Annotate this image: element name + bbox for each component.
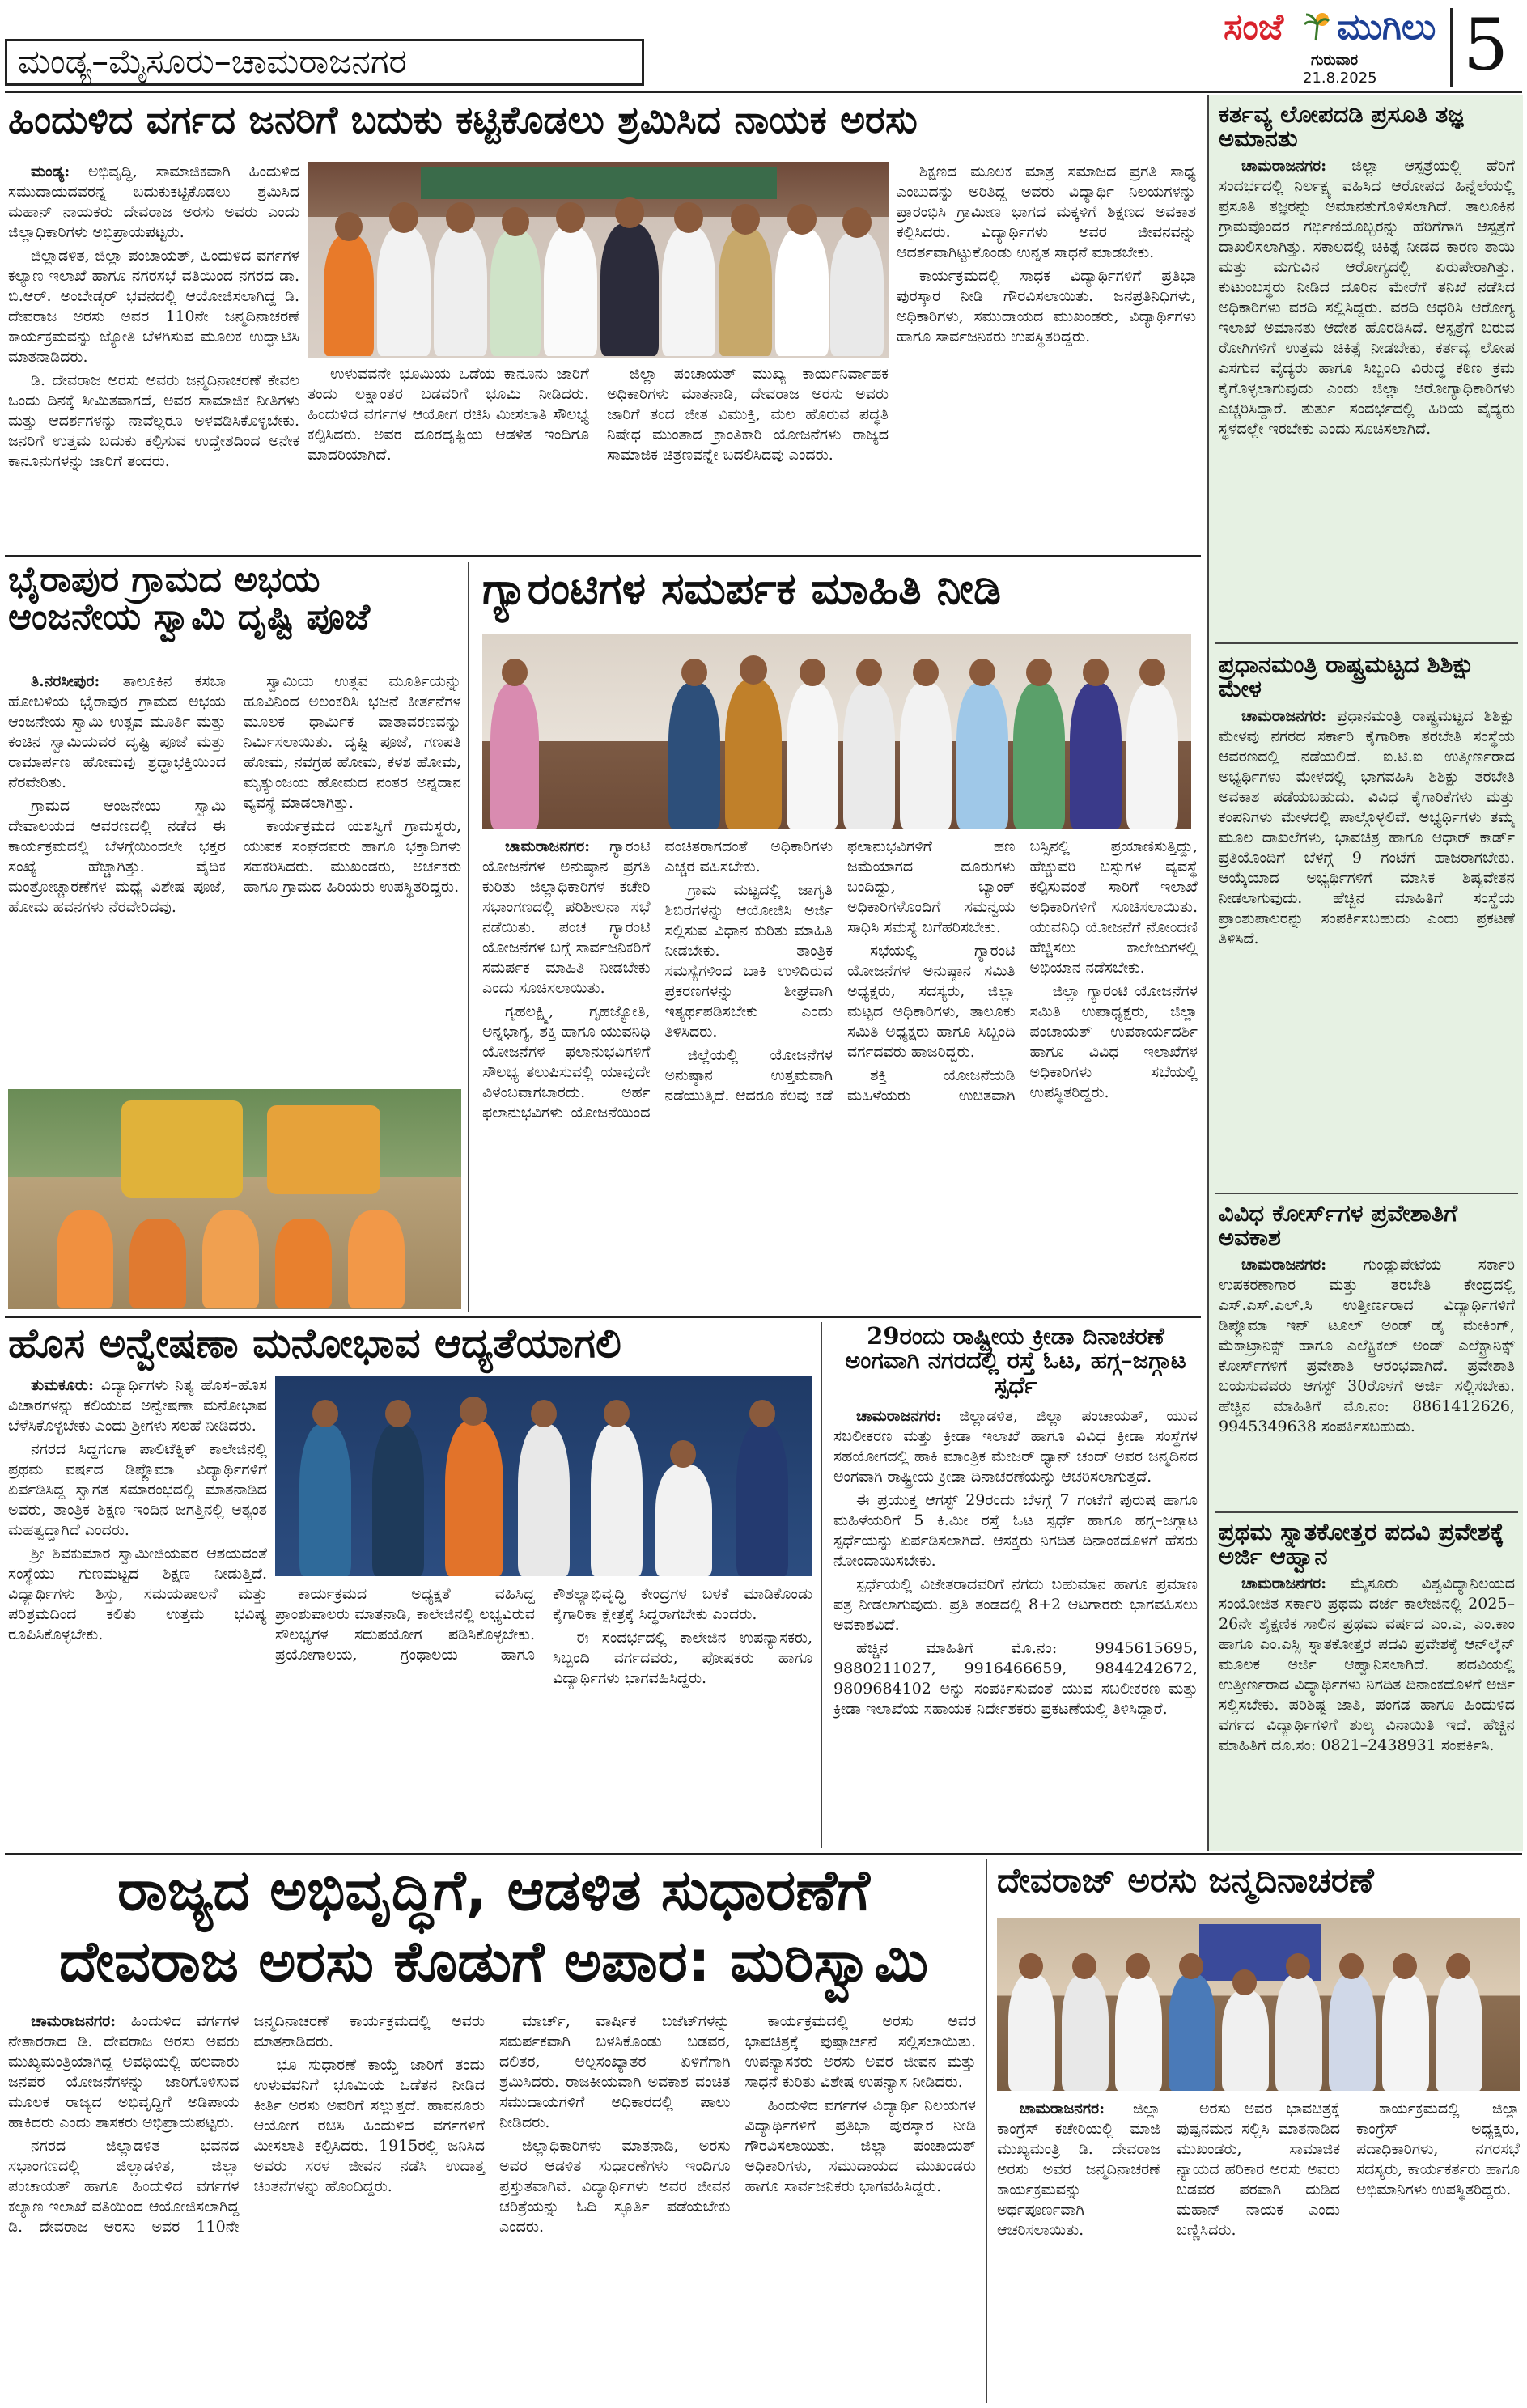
- story4-para: ನಗರದ ಸಿದ್ದಗಂಗಾ ಪಾಲಿಟೆಕ್ನಿಕ್ ಕಾಲೇಜಿನಲ್ಲಿ ಪ್ರಥಮ ವರ್ಷದ ಡಿಪ್ಲೊಮಾ ವಿದ್ಯಾರ್ಥಿಗಳಿಗೆ ಏರ್ಪಡಿಸಿದ್ದ ಸ್ವಾಗತ ಸಮಾರಂಭದಲ್ಲಿ ಮಾತನಾಡಿದ ಅವರು, ತಾಂತ್ರಿಕ ಶಿಕ್ಷಣ ಇಂದಿನ ಜಗತ್ತಿನಲ್ಲಿ ಅತ್ಯಂತ ಮಹತ್ವದ್ದಾಗಿದೆ ಎಂದರು.: [8, 1440, 267, 1539]
- story7-para: ಅರಸು ಅವರ ಭಾವಚಿತ್ರಕ್ಕೆ ಪುಷ್ಪನಮನ ಸಲ್ಲಿಸಿ ಮಾತನಾಡಿದ ಮುಖಂಡರು, ಸಾಮಾಜಿಕ ನ್ಯಾಯದ ಹರಿಕಾರ ಅರಸು ಅವರು ಬಡವರ ಪರವಾಗಿ ದುಡಿದ ಮಹಾನ್ ನಾಯಕ ಎಂದು ಬಣ್ಣಿಸಿದರು.: [1177, 2100, 1340, 2239]
- story4-headline: ಹೊಸ ಅನ್ವೇಷಣಾ ಮನೋಭಾವ ಆದ್ಯತೆಯಾಗಲಿ: [8, 1320, 621, 1367]
- story5-body: [833, 1406, 1198, 1845]
- sidebar-item-headline: ವಿವಿಧ ಕೋರ್ಸ್‌ಗಳ ಪ್ರವೇಶಾತಿಗೆ ಅವಕಾಶ: [1219, 1199, 1457, 1252]
- story4-para: ಈ ಸಂದರ್ಭದಲ್ಲಿ ಕಾಲೇಜಿನ ಉಪನ್ಯಾಸಕರು, ಸಿಬ್ಬಂದಿ ವರ್ಗದವರು, ಪೋಷಕರು ಹಾಗೂ ವಿದ್ಯಾರ್ಥಿಗಳು ಭಾಗವಹಿಸಿದ್ದರು.: [553, 1629, 812, 1687]
- story1-photo: [308, 162, 889, 358]
- story1-para: ಅಭಿವೃದ್ಧಿ, ಸಾಮಾಜಿಕವಾಗಿ ಹಿಂದುಳಿದ ಸಮುದಾಯದವರನ್ನ ಬದುಕುಕಟ್ಟಿಕೊಡಲು ಶ್ರಮಿಸಿದ ಮಹಾನ್ ನಾಯಕರು ದೇವರಾಜ ಅರಸು ಅವರು ಎಂದು ಜಿಲ್ಲಾಧಿಕಾರಿಗಳು ಅಭಿಪ್ರಾಯಪಟ್ಟರು.: [8, 163, 299, 241]
- sidebar-item-body: [1219, 1574, 1515, 1836]
- sidebar-item: [1219, 1201, 1515, 1505]
- story5-headline: 29ರಂದು ರಾಷ್ಟ್ರೀಯ ಕ್ರೀಡಾ ದಿನಾಚರಣೆ ಅಂಗವಾಗಿ ನಗರದಲ್ಲಿ ರಸ್ತೆ ಓಟ, ಹಗ್ಗ–ಜಗ್ಗಾಟ ಸ್ಪರ್ಧೆ: [845, 1322, 1186, 1399]
- story4-para: ಕಾರ್ಯಕ್ರಮದ ಅಧ್ಯಕ್ಷತೆ ವಹಿಸಿದ್ದ ಪ್ರಾಂಶುಪಾಲರು ಮಾತನಾಡಿ, ಕಾಲೇಜಿನಲ್ಲಿ ಲಭ್ಯವಿರುವ ಸೌಲಭ್ಯಗಳ ಸದುಪಯೋಗ ಪಡಿಸಿಕೊಳ್ಳಬೇಕು. ಪ್ರಯೋಗಾಲಯ, ಗ್ರಂಥಾಲಯ ಹಾಗೂ ಕೌಶಲ್ಯಾಭಿವೃದ್ಧಿ ಕೇಂದ್ರಗಳ ಬಳಕೆ ಮಾಡಿಕೊಂಡು ಕೈಗಾರಿಕಾ ಕ್ಷೇತ್ರಕ್ಕೆ ಸಿದ್ಧರಾಗಬೇಕು ಎಂದರು.: [275, 1585, 812, 1664]
- story5-para: ಈ ಪ್ರಯುಕ್ತ ಆಗಸ್ಟ್ 29ರಂದು ಬೆಳಗ್ಗೆ 7 ಗಂಟೆಗೆ ಪುರುಷ ಹಾಗೂ ಮಹಿಳೆಯರಿಗೆ 5 ಕಿ.ಮೀ ರಸ್ತೆ ಓಟ ಸ್ಪರ್ಧೆ ಹಾಗೂ ಹಗ್ಗ–ಜಗ್ಗಾಟ ಸ್ಪರ್ಧೆಯನ್ನು ಏರ್ಪಡಿಸಲಾಗಿದೆ. ಆಸಕ್ತರು ನಿಗದಿತ ದಿನಾಂಕದೊಳಗೆ ಹೆಸರು ನೋಂದಾಯಿಸಬೇಕು.: [833, 1491, 1198, 1570]
- story3-para: ಜಿಲ್ಲಾ ಗ್ಯಾರಂಟಿ ಯೋಜನೆಗಳ ಸಮಿತಿ ಉಪಾಧ್ಯಕ್ಷರು, ಜಿಲ್ಲಾ ಪಂಚಾಯತ್ ಉಪಕಾರ್ಯದರ್ಶಿ ಹಾಗೂ ವಿವಿಧ ಇಲಾಖೆಗಳ ಅಧಿಕಾರಿಗಳು ಸಭೆಯಲ್ಲಿ ಉಪಸ್ಥಿತರಿದ್ದರು.: [1029, 982, 1198, 1101]
- rule: [5, 555, 1201, 557]
- story5-para: ಸ್ಪರ್ಧೆಯಲ್ಲಿ ವಿಜೇತರಾದವರಿಗೆ ನಗದು ಬಹುಮಾನ ಹಾಗೂ ಪ್ರಮಾಣ ಪತ್ರ ನೀಡಲಾಗುವುದು. ಪ್ರತಿ ತಂಡದಲ್ಲಿ 8+2 ಆಟಗಾರರು ಭಾಗವಹಿಸಲು ಅವಕಾಶವಿದೆ.: [833, 1575, 1198, 1634]
- sidebar-item: [1219, 1520, 1515, 1846]
- sidebar-item-headline: ಕರ್ತವ್ಯ ಲೋಪದಡಿ ಪ್ರಸೂತಿ ತಜ್ಞ ಅಮಾನತು: [1219, 100, 1464, 153]
- sidebar-item-text: ಮೈಸೂರು ವಿಶ್ವವಿದ್ಯಾನಿಲಯದ ಸಂಯೋಜಿತ ಸರ್ಕಾರಿ ಪ್ರಥಮ ದರ್ಜೆ ಕಾಲೇಜಿನಲ್ಲಿ 2025–26ನೇ ಶೈಕ್ಷಣಿಕ ಸಾಲಿನ ಪ್ರಥಮ ವರ್ಷದ ಎಂ.ಎ, ಎಂ.ಕಾಂ ಹಾಗೂ ಎಂ.ಎಸ್ಸಿ ಸ್ನಾತಕೋತ್ತರ ಪದವಿ ಪ್ರವೇಶಕ್ಕೆ ಆನ್‌ಲೈನ್ ಮೂಲಕ ಅರ್ಜಿ ಆಹ್ವಾನಿಸಲಾಗಿದೆ. ಪದವಿಯಲ್ಲಿ ಉತ್ತೀರ್ಣರಾದ ವಿದ್ಯಾರ್ಥಿಗಳು ನಿಗದಿತ ದಿನಾಂಕದೊಳಗೆ ಅರ್ಜಿ ಸಲ್ಲಿಸಬೇಕು. ಪರಿಶಿಷ್ಟ ಜಾತಿ, ಪಂಗಡ ಹಾಗೂ ಹಿಂದುಳಿದ ವರ್ಗದ ವಿದ್ಯಾರ್ಥಿಗಳಿಗೆ ಶುಲ್ಕ ವಿನಾಯಿತಿ ಇದೆ. ಹೆಚ್ಚಿನ ಮಾಹಿತಿಗೆ ದೂ.ಸಂ: 0821–2438931 ಸಂಪರ್ಕಿಸಿ.: [1219, 1574, 1515, 1754]
- story3-para: ಜಿಲ್ಲೆಯಲ್ಲಿ ಯೋಜನೆಗಳ ಅನುಷ್ಠಾನ ಉತ್ತಮವಾಗಿ ನಡೆಯುತ್ತಿದೆ. ಆದರೂ ಕೆಲವು ಕಡೆ ಫಲಾನುಭವಿಗಳಿಗೆ ಹಣ ಜಮೆಯಾಗದ ದೂರುಗಳು ಬಂದಿದ್ದು, ಬ್ಯಾಂಕ್ ಅಧಿಕಾರಿಗಳೊಂದಿಗೆ ಸಮನ್ವಯ ಸಾಧಿಸಿ ಸಮಸ್ಯೆ ಬಗೆಹರಿಸಬೇಕು.: [664, 837, 1016, 1104]
- sidebar-item: [1219, 102, 1515, 636]
- sidebar-item-text: ಪ್ರಧಾನಮಂತ್ರಿ ರಾಷ್ಟ್ರಮಟ್ಟದ ಶಿಶಿಕ್ಷು ಮೇಳವು ನಗರದ ಸರ್ಕಾರಿ ಕೈಗಾರಿಕಾ ತರಬೇತಿ ಸಂಸ್ಥೆಯ ಆವರಣದಲ್ಲಿ ನಡೆಯಲಿದೆ. ಐ.ಟಿ.ಐ ಉತ್ತೀರ್ಣರಾದ ಅಭ್ಯರ್ಥಿಗಳು ಮೇಳದಲ್ಲಿ ಭಾಗವಹಿಸಿ ಶಿಶಿಕ್ಷು ತರಬೇತಿ ಅವಕಾಶ ಪಡೆಯಬಹುದು. ವಿವಿಧ ಕೈಗಾರಿಕೆಗಳು ಮತ್ತು ಕಂಪನಿಗಳು ಮೇಳದಲ್ಲಿ ಪಾಲ್ಗೊಳ್ಳಲಿವೆ. ಅಭ್ಯರ್ಥಿಗಳು ತಮ್ಮ ಮೂಲ ದಾಖಲೆಗಳು, ಭಾವಚಿತ್ರ ಹಾಗೂ ಆಧಾರ್ ಕಾರ್ಡ್ ಪ್ರತಿಯೊಂದಿಗೆ ಬೆಳಗ್ಗೆ 9 ಗಂಟೆಗೆ ಹಾಜರಾಗಬೇಕು. ಆಯ್ಕೆಯಾದ ಅಭ್ಯರ್ಥಿಗಳಿಗೆ ಮಾಸಿಕ ಶಿಷ್ಯವೇತನ ನೀಡಲಾಗುವುದು. ಹೆಚ್ಚಿನ ಮಾಹಿತಿಗೆ ಸಂಸ್ಥೆಯ ಪ್ರಾಂಶುಪಾಲರನ್ನು ಸಂಪರ್ಕಿಸಬಹುದು ಎಂದು ಪ್ರಕಟಣೆ ತಿಳಿಸಿದೆ.: [1219, 706, 1515, 948]
- story3-dateline: ಚಾಮರಾಜನಗರ:: [505, 837, 591, 855]
- story7-headline: ದೇವರಾಜ್ ಅರಸು ಜನ್ಮದಿನಾಚರಣೆ: [997, 1860, 1374, 1900]
- story2-para: ಗ್ರಾಮದ ಆಂಜನೇಯ ಸ್ವಾಮಿ ದೇವಾಲಯದ ಆವರಣದಲ್ಲಿ ನಡೆದ ಈ ಕಾರ್ಯಕ್ರಮದಲ್ಲಿ ಬೆಳಗ್ಗೆಯಿಂದಲೇ ಭಕ್ತರ ಸಂಖ್ಯೆ ಹೆಚ್ಚಾಗಿತ್ತು. ವೈದಿಕ ಮಂತ್ರೋಚ್ಚಾರಣೆಗಳ ಮಧ್ಯೆ ವಿಶೇಷ ಪೂಜೆ, ಹೋಮ ಹವನಗಳು ನೆರವೇರಿದವು.: [8, 797, 226, 916]
- issue-date: 21.8.2025: [1303, 70, 1377, 87]
- palm-icon: [1303, 10, 1332, 42]
- sidebar-item-text: ಗುಂಡ್ಲುಪೇಟೆಯ ಸರ್ಕಾರಿ ಉಪಕರಣಾಗಾರ ಮತ್ತು ತರಬೇತಿ ಕೇಂದ್ರದಲ್ಲಿ ಎಸ್.ಎಸ್.ಎಲ್.ಸಿ ಉತ್ತೀರ್ಣರಾದ ವಿದ್ಯಾರ್ಥಿಗಳಿಗೆ ಡಿಪ್ಲೊಮಾ ಇನ್ ಟೂಲ್ ಅಂಡ್ ಡೈ ಮೇಕಿಂಗ್, ಮೆಕಾಟ್ರಾನಿಕ್ಸ್ ಹಾಗೂ ಎಲೆಕ್ಟ್ರಿಕಲ್ ಅಂಡ್ ಎಲೆಕ್ಟ್ರಾನಿಕ್ಸ್ ಕೋರ್ಸ್‌ಗಳಿಗೆ ಪ್ರವೇಶಾತಿ ಆರಂಭವಾಗಿದೆ. ಪ್ರವೇಶಾತಿ ಬಯಸುವವರು ಆಗಸ್ಟ್ 30ರೊಳಗೆ ಅರ್ಜಿ ಸಲ್ಲಿಸಬೇಕು. ಹೆಚ್ಚಿನ ಮಾಹಿತಿಗೆ ಮೊ.ನಂ: 8861412626, 9945349638 ಸಂಪರ್ಕಿಸಬಹುದು.: [1219, 1255, 1515, 1435]
- story3-headline: ಗ್ಯಾರಂಟಿಗಳ ಸಮರ್ಪಕ ಮಾಹಿತಿ ನೀಡಿ: [482, 563, 1002, 614]
- sidebar-item-body: [1219, 1255, 1515, 1494]
- sidebar-item-headline: ಪ್ರಥಮ ಸ್ನಾತಕೋತ್ತರ ಪದವಿ ಪ್ರವೇಶಕ್ಕೆ ಅರ್ಜಿ ಆಹ್ವಾನ: [1219, 1518, 1504, 1571]
- rule: [468, 562, 469, 1312]
- story6-para: ಮಾರ್ಚ್, ವಾರ್ಷಿಕ ಬಜೆಟ್‌ಗಳನ್ನು ಸಮರ್ಪಕವಾಗಿ ಬಳಸಿಕೊಂಡು ಬಡವರ, ದಲಿತರ, ಅಲ್ಪಸಂಖ್ಯಾತರ ಏಳಿಗೆಗಾಗಿ ಶ್ರಮಿಸಿದರು. ರಾಜಕೀಯವಾಗಿ ಅವಕಾಶ ವಂಚಿತ ಸಮುದಾಯಗಳಿಗೆ ಅಧಿಕಾರದಲ್ಲಿ ಪಾಲು ನೀಡಿದರು.: [499, 2012, 731, 2131]
- story2-para: ಸ್ವಾಮಿಯ ಉತ್ಸವ ಮೂರ್ತಿಯನ್ನು ಹೂವಿನಿಂದ ಅಲಂಕರಿಸಿ ಭಜನೆ ಕೀರ್ತನೆಗಳ ಮೂಲಕ ಧಾರ್ಮಿಕ ವಾತಾವರಣವನ್ನು ನಿರ್ಮಿಸಲಾಯಿತು. ದೃಷ್ಟಿ ಪೂಜೆ, ಗಣಪತಿ ಹೋಮ, ನವಗ್ರಹ ಹೋಮ, ಕಳಶ ಹೋಮ, ಮೃತ್ಯುಂಜಯ ಹೋಮದ ನಂತರ ಅನ್ನದಾನ ವ್ಯವಸ್ಥೆ ಮಾಡಲಾಗಿತ್ತು.: [244, 672, 461, 812]
- story4-para: ವಿದ್ಯಾರ್ಥಿಗಳು ನಿತ್ಯ ಹೊಸ–ಹೊಸ ವಿಚಾರಗಳನ್ನು ಕಲಿಯುವ ಅನ್ವೇಷಣಾ ಮನೋಭಾವ ಬೆಳೆಸಿಕೊಳ್ಳಬೇಕು ಎಂದು ಶ್ರೀಗಳು ಸಲಹೆ ನೀಡಿದರು.: [8, 1376, 267, 1435]
- sidebar-item-headline: ಪ್ರಧಾನಮಂತ್ರಿ ರಾಷ್ಟ್ರಮಟ್ಟದ ಶಿಶಿಕ್ಷು ಮೇಳ: [1219, 651, 1475, 703]
- brand-name-left: ಸಂಜೆ: [1224, 6, 1284, 48]
- story1-body: [8, 162, 299, 549]
- story6-headline-line1: ರಾಜ್ಯದ ಅಭಿವೃದ್ಧಿಗೆ, ಆಡಳಿತ ಸುಧಾರಣೆಗೆ: [117, 1857, 870, 1923]
- sidebar-item: [1219, 652, 1515, 1186]
- story1-para: ಡಿ. ದೇವರಾಜ ಅರಸು ಅವರು ಜನ್ಮದಿನಾಚರಣೆ ಕೇವಲ ಒಂದು ದಿನಕ್ಕೆ ಸೀಮಿತವಾಗದೆ, ಅವರ ಸಾಮಾಜಿಕ ನೀತಿಗಳು ಮತ್ತು ಆದರ್ಶಗಳನ್ನು ನಾವೆಲ್ಲರೂ ಅಳವಡಿಸಿಕೊಳ್ಳಬೇಕು. ಜನರಿಗೆ ಉತ್ತಮ ಬದುಕು ಕಲ್ಪಿಸುವ ಉದ್ದೇಶದಿಂದ ಅನೇಕ ಕಾನೂನುಗಳನ್ನು ಜಾರಿಗೆ ತಂದರು.: [8, 371, 299, 470]
- story7-dateline: ಚಾಮರಾಜನಗರ:: [1020, 2100, 1105, 2118]
- story1-headline: ಹಿಂದುಳಿದ ವರ್ಗದ ಜನರಿಗೆ ಬದುಕು ಕಟ್ಟಿಕೊಡಲು ಶ್ರಮಿಸಿದ ನಾಯಕ ಅರಸು: [8, 98, 918, 142]
- story5-para: ಜಿಲ್ಲಾಡಳಿತ, ಜಿಲ್ಲಾ ಪಂಚಾಯತ್, ಯುವ ಸಬಲೀಕರಣ ಮತ್ತು ಕ್ರೀಡಾ ಇಲಾಖೆ ಹಾಗೂ ವಿವಿಧ ಕ್ರೀಡಾ ಸಂಸ್ಥೆಗಳ ಸಹಯೋಗದಲ್ಲಿ ಹಾಕಿ ಮಾಂತ್ರಿಕ ಮೇಜರ್ ಧ್ಯಾನ್ ಚಂದ್ ಅವರ ಜನ್ಮದಿನದ ಅಂಗವಾಗಿ ರಾಷ್ಟ್ರೀಯ ಕ್ರೀಡಾ ದಿನಾಚರಣೆಯನ್ನು ಆಚರಿಸಲಾಗುತ್ತದೆ.: [833, 1407, 1198, 1486]
- page-number: 5: [1463, 3, 1508, 87]
- story6-para: ನಗರದ ಜಿಲ್ಲಾಡಳಿತ ಭವನದ ಸಭಾಂಗಣದಲ್ಲಿ ಜಿಲ್ಲಾಡಳಿತ, ಜಿಲ್ಲಾ ಪಂಚಾಯತ್ ಹಾಗೂ ಹಿಂದುಳಿದ ವರ್ಗಗಳ ಕಲ್ಯಾಣ ಇಲಾಖೆ ವತಿಯಿಂದ ಆಯೋಜಿಸಲಾಗಿದ್ದ ಡಿ. ದೇವರಾಜ ಅರಸು ಅವರ 110ನೇ ಜನ್ಮದಿನಾಚರಣೆ ಕಾರ್ಯಕ್ರಮದಲ್ಲಿ ಅವರು ಮಾತನಾಡಿದರು.: [8, 2012, 485, 2236]
- story7-body: [997, 2099, 1520, 2403]
- story2-para: ಕಾರ್ಯಕ್ರಮದ ಯಶಸ್ವಿಗೆ ಗ್ರಾಮಸ್ಥರು, ಯುವಕ ಸಂಘದವರು ಹಾಗೂ ಭಕ್ತಾದಿಗಳು ಸಹಕರಿಸಿದರು. ಮುಖಂಡರು, ಅರ್ಚಕರು ಹಾಗೂ ಗ್ರಾಮದ ಹಿರಿಯರು ಉಪಸ್ಥಿತರಿದ್ದರು.: [244, 817, 461, 896]
- story7-para: ಜಿಲ್ಲಾ ಕಾಂಗ್ರೆಸ್ ಕಚೇರಿಯಲ್ಲಿ ಮಾಜಿ ಮುಖ್ಯಮಂತ್ರಿ ಡಿ. ದೇವರಾಜ ಅರಸು ಅವರ ಜನ್ಮದಿನಾಚರಣೆ ಕಾರ್ಯಕ್ರಮವನ್ನು ಅರ್ಥಪೂರ್ಣವಾಗಿ ಆಚರಿಸಲಾಯಿತು.: [997, 2100, 1160, 2239]
- story3-body: [482, 837, 1198, 1309]
- story1-para: ಶಿಕ್ಷಣದ ಮೂಲಕ ಮಾತ್ರ ಸಮಾಜದ ಪ್ರಗತಿ ಸಾಧ್ಯ ಎಂಬುದನ್ನು ಅರಿತಿದ್ದ ಅವರು ವಿದ್ಯಾರ್ಥಿ ನಿಲಯಗಳನ್ನು ಪ್ರಾರಂಭಿಸಿ ಗ್ರಾಮೀಣ ಭಾಗದ ಮಕ್ಕಳಿಗೆ ಶಿಕ್ಷಣದ ಅವಕಾಶ ಕಲ್ಪಿಸಿದರು. ವಿದ್ಯಾರ್ಥಿಗಳು ಅವರ ಜೀವನವನ್ನು ಆದರ್ಶವಾಗಿಟ್ಟುಕೊಂಡು ಉನ್ನತ ಸಾಧನೆ ಮಾಡಬೇಕು.: [897, 163, 1196, 261]
- story4-body-under-photo: [275, 1584, 812, 1845]
- masthead-divider: [1450, 8, 1453, 87]
- rule: [821, 1322, 822, 1848]
- story6-para: ಕಾರ್ಯಕ್ರಮದಲ್ಲಿ ಅರಸು ಅವರ ಭಾವಚಿತ್ರಕ್ಕೆ ಪುಷ್ಪಾರ್ಚನೆ ಸಲ್ಲಿಸಲಾಯಿತು. ಉಪನ್ಯಾಸಕರು ಅರಸು ಅವರ ಜೀವನ ಮತ್ತು ಸಾಧನೆ ಕುರಿತು ವಿಶೇಷ ಉಪನ್ಯಾಸ ನೀಡಿದರು.: [744, 2012, 976, 2091]
- story6-headline-line2: ದೇವರಾಜ ಅರಸು ಕೊಡುಗೆ ಅಪಾರ: ಮರಿಸ್ವಾಮಿ: [58, 1928, 929, 1995]
- story3-para: ಗೃಹಲಕ್ಷ್ಮಿ, ಗೃಹಜ್ಯೋತಿ, ಅನ್ನಭಾಗ್ಯ, ಶಕ್ತಿ ಹಾಗೂ ಯುವನಿಧಿ ಯೋಜನೆಗಳ ಫಲಾನುಭವಿಗಳಿಗೆ ಸೌಲಭ್ಯ ತಲುಪಿಸುವಲ್ಲಿ ಯಾವುದೇ ವಿಳಂಬವಾಗಬಾರದು. ಅರ್ಹ ಫಲಾನುಭವಿಗಳು ಯೋಜನೆಯಿಂದ ವಂಚಿತರಾಗದಂತೆ ಅಧಿಕಾರಿಗಳು ಎಚ್ಚರ ವಹಿಸಬೇಕು.: [482, 837, 833, 1121]
- rule: [5, 1853, 1522, 1855]
- story1-para: ಉಳುವವನೇ ಭೂಮಿಯ ಒಡೆಯ ಕಾನೂನು ಜಾರಿಗೆ ತಂದು ಲಕ್ಷಾಂತರ ಬಡವರಿಗೆ ಭೂಮಿ ನೀಡಿದರು. ಹಿಂದುಳಿದ ವರ್ಗಗಳ ಆಯೋಗ ರಚಿಸಿ ಮೀಸಲಾತಿ ಸೌಲಭ್ಯ ಕಲ್ಪಿಸಿದರು. ಅವರ ದೂರದೃಷ್ಟಿಯ ಆಡಳಿತ ಇಂದಿಗೂ ಮಾದರಿಯಾಗಿದೆ.: [308, 365, 589, 464]
- sidebar-item-dateline: ಚಾಮರಾಜನಗರ:: [1241, 156, 1327, 175]
- story5-dateline: ಚಾಮರಾಜನಗರ:: [856, 1407, 942, 1425]
- story3-photo: [482, 634, 1191, 829]
- story1-body-under-photo: [308, 364, 889, 549]
- story2-para: ತಾಲೂಕಿನ ಕಸಬಾ ಹೋಬಳಿಯ ಭೈರಾಪುರ ಗ್ರಾಮದ ಅಭಯ ಆಂಜನೇಯ ಸ್ವಾಮಿ ಉತ್ಸವ ಮೂರ್ತಿ ಮತ್ತು ಕಂಚಿನ ಸ್ವಾಮಿಯವರ ದೃಷ್ಟಿ ಪೂಜೆ ಮತ್ತು ರಾಮಾರ್ಪಣ ಹೋಮವು ಶ್ರದ್ಧಾಭಕ್ತಿಯಿಂದ ನೆರವೇರಿತು.: [8, 672, 227, 791]
- sidebar-divider: [1215, 642, 1518, 644]
- story1-para: ಜಿಲ್ಲಾ ಪಂಚಾಯತ್ ಮುಖ್ಯ ಕಾರ್ಯನಿರ್ವಾಹಕ ಅಧಿಕಾರಿಗಳು ಮಾತನಾಡಿ, ದೇವರಾಜ ಅರಸು ಅವರು ಜಾರಿಗೆ ತಂದ ಜೀತ ವಿಮುಕ್ತಿ, ಮಲ ಹೊರುವ ಪದ್ಧತಿ ನಿಷೇಧ ಮುಂತಾದ ಕ್ರಾಂತಿಕಾರಿ ಯೋಜನೆಗಳು ರಾಜ್ಯದ ಸಾಮಾಜಿಕ ಚಿತ್ರಣವನ್ನೇ ಬದಲಿಸಿದವು ಎಂದರು.: [607, 365, 889, 464]
- sidebar-item-text: ಜಿಲ್ಲಾ ಆಸ್ಪತ್ರೆಯಲ್ಲಿ ಹೆರಿಗೆ ಸಂದರ್ಭದಲ್ಲಿ ನಿರ್ಲಕ್ಷ್ಯ ವಹಿಸಿದ ಆರೋಪದ ಹಿನ್ನೆಲೆಯಲ್ಲಿ ಪ್ರಸೂತಿ ತಜ್ಞರನ್ನು ಅಮಾನತುಗೊಳಿಸಲಾಗಿದೆ. ತಾಲೂಕಿನ ಗ್ರಾಮವೊಂದರ ಗರ್ಭಿಣಿಯೊಬ್ಬರನ್ನು ಹೆರಿಗೆಗಾಗಿ ಆಸ್ಪತ್ರೆಗೆ ದಾಖಲಿಸಲಾಗಿತ್ತು. ಸಕಾಲದಲ್ಲಿ ಚಿಕಿತ್ಸೆ ನೀಡದ ಕಾರಣ ತಾಯಿ ಮತ್ತು ಮಗುವಿನ ಆರೋಗ್ಯದಲ್ಲಿ ಏರುಪೇರಾಗಿತ್ತು. ಕುಟುಂಬಸ್ಥರು ನೀಡಿದ ದೂರಿನ ಮೇರೆಗೆ ತನಿಖೆ ನಡೆಸಿದ ಅಧಿಕಾರಿಗಳು ವರದಿ ಸಲ್ಲಿಸಿದ್ದರು. ವರದಿ ಆಧರಿಸಿ ಆರೋಗ್ಯ ಇಲಾಖೆ ಅಮಾನತು ಆದೇಶ ಹೊರಡಿಸಿದೆ. ಆಸ್ಪತ್ರೆಗೆ ಬರುವ ರೋಗಿಗಳಿಗೆ ಉತ್ತಮ ಚಿಕಿತ್ಸೆ ನೀಡಬೇಕು, ಕರ್ತವ್ಯ ಲೋಪ ಎಸಗುವ ವೈದ್ಯರು ಹಾಗೂ ಸಿಬ್ಬಂದಿ ವಿರುದ್ಧ ಕಠಿಣ ಕ್ರಮ ಕೈಗೊಳ್ಳಲಾಗುವುದು ಎಂದು ಜಿಲ್ಲಾ ಆರೋಗ್ಯಾಧಿಕಾರಿಗಳು ಎಚ್ಚರಿಸಿದ್ದಾರೆ. ತುರ್ತು ಸಂದರ್ಭದಲ್ಲಿ ಹಿರಿಯ ವೈದ್ಯರು ಸ್ಥಳದಲ್ಲೇ ಇರಬೇಕು ಎಂದು ಸೂಚಿಸಲಾಗಿದೆ.: [1219, 156, 1515, 438]
- story6-para: ಜಿಲ್ಲಾಧಿಕಾರಿಗಳು ಮಾತನಾಡಿ, ಅರಸು ಅವರ ಆಡಳಿತ ಸುಧಾರಣೆಗಳು ಇಂದಿಗೂ ಪ್ರಸ್ತುತವಾಗಿವೆ. ವಿದ್ಯಾರ್ಥಿಗಳು ಅವರ ಜೀವನ ಚರಿತ್ರೆಯನ್ನು ಓದಿ ಸ್ಫೂರ್ತಿ ಪಡೆಯಬೇಕು ಎಂದರು.: [499, 2137, 731, 2236]
- section-title: ಮಂಡ್ಯ–ಮೈಸೂರು–ಚಾಮರಾಜನಗರ: [18, 41, 407, 81]
- story3-para: ಗ್ಯಾರಂಟಿ ಯೋಜನೆಗಳ ಅನುಷ್ಠಾನ ಪ್ರಗತಿ ಕುರಿತು ಜಿಲ್ಲಾಧಿಕಾರಿಗಳ ಕಚೇರಿ ಸಭಾಂಗಣದಲ್ಲಿ ಪರಿಶೀಲನಾ ಸಭೆ ನಡೆಯಿತು. ಪಂಚ ಗ್ಯಾರಂಟಿ ಯೋಜನೆಗಳ ಬಗ್ಗೆ ಸಾರ್ವಜನಿಕರಿಗೆ ಸಮರ್ಪಕ ಮಾಹಿತಿ ನೀಡಬೇಕು ಎಂದು ಸೂಚಿಸಲಾಯಿತು.: [482, 837, 651, 997]
- story1-para: ಕಾರ್ಯಕ್ರಮದಲ್ಲಿ ಸಾಧಕ ವಿದ್ಯಾರ್ಥಿಗಳಿಗೆ ಪ್ರತಿಭಾ ಪುರಸ್ಕಾರ ನೀಡಿ ಗೌರವಿಸಲಾಯಿತು. ಜನಪ್ರತಿನಿಧಿಗಳು, ಅಧಿಕಾರಿಗಳು, ಸಮುದಾಯದ ಮುಖಂಡರು, ವಿದ್ಯಾರ್ಥಿಗಳು ಹಾಗೂ ಸಾರ್ವಜನಿಕರು ಉಪಸ್ಥಿತರಿದ್ದರು.: [897, 267, 1196, 346]
- masthead: [0, 0, 1527, 91]
- masthead-rule: [5, 91, 1522, 93]
- brand-name-right: ಮುಗಿಲು: [1337, 6, 1436, 48]
- story6-dateline: ಚಾಮರಾಜನಗರ:: [31, 2012, 117, 2030]
- story1-dateline: ಮಂಡ್ಯ:: [31, 163, 70, 180]
- story7-para: ಕಾರ್ಯಕ್ರಮದಲ್ಲಿ ಜಿಲ್ಲಾ ಕಾಂಗ್ರೆಸ್ ಅಧ್ಯಕ್ಷರು, ಪದಾಧಿಕಾರಿಗಳು, ನಗರಸಭೆ ಸದಸ್ಯರು, ಕಾರ್ಯಕರ್ತರು ಹಾಗೂ ಅಭಿಮಾನಿಗಳು ಉಪಸ್ಥಿತರಿದ್ದರು.: [1356, 2100, 1520, 2198]
- story3-para: ಶಕ್ತಿ ಯೋಜನೆಯಡಿ ಮಹಿಳೆಯರು ಉಚಿತವಾಗಿ ಬಸ್ಸಿನಲ್ಲಿ ಪ್ರಯಾಣಿಸುತ್ತಿದ್ದು, ಹೆಚ್ಚುವರಿ ಬಸ್ಸುಗಳ ವ್ಯವಸ್ಥೆ ಕಲ್ಪಿಸುವಂತೆ ಸಾರಿಗೆ ಇಲಾಖೆ ಅಧಿಕಾರಿಗಳಿಗೆ ಸೂಚಿಸಲಾಯಿತು. ಯುವನಿಧಿ ಯೋಜನೆಗೆ ನೋಂದಣಿ ಹೆಚ್ಚಿಸಲು ಕಾಲೇಜುಗಳಲ್ಲಿ ಅಭಿಯಾನ ನಡೆಸಬೇಕು.: [847, 837, 1198, 1104]
- rule: [986, 1859, 987, 2403]
- story6-body: [8, 2012, 976, 2403]
- story4-para: ಶ್ರೀ ಶಿವಕುಮಾರ ಸ್ವಾಮೀಜಿಯವರ ಆಶಯದಂತೆ ಸಂಸ್ಥೆಯು ಗುಣಮಟ್ಟದ ಶಿಕ್ಷಣ ನೀಡುತ್ತಿದೆ. ವಿದ್ಯಾರ್ಥಿಗಳು ಶಿಸ್ತು, ಸಮಯಪಾಲನೆ ಮತ್ತು ಪರಿಶ್ರಮದಿಂದ ಕಲಿತು ಉತ್ತಮ ಭವಿಷ್ಯ ರೂಪಿಸಿಕೊಳ್ಳಬೇಕು.: [8, 1545, 267, 1643]
- story3-para: ಸಭೆಯಲ್ಲಿ ಗ್ಯಾರಂಟಿ ಯೋಜನೆಗಳ ಅನುಷ್ಠಾನ ಸಮಿತಿ ಅಧ್ಯಕ್ಷರು, ಸದಸ್ಯರು, ಜಿಲ್ಲಾ ಮಟ್ಟದ ಅಧಿಕಾರಿಗಳು, ತಾಲೂಕು ಸಮಿತಿ ಅಧ್ಯಕ್ಷರು ಹಾಗೂ ಸಿಬ್ಬಂದಿ ವರ್ಗದವರು ಹಾಜರಿದ್ದರು.: [847, 942, 1016, 1061]
- issue-day: ಗುರುವಾರ: [1311, 52, 1359, 69]
- story4-dateline: ತುಮಕೂರು:: [31, 1376, 94, 1394]
- sidebar-item-body: [1219, 156, 1515, 625]
- story1-body-right: [897, 162, 1196, 549]
- sidebar-item-dateline: ಚಾಮರಾಜನಗರ:: [1241, 1574, 1327, 1592]
- sidebar-item-dateline: ಚಾಮರಾಜನಗರ:: [1241, 1255, 1327, 1274]
- rule: [5, 1316, 1201, 1318]
- story4-body: [8, 1376, 267, 1845]
- sidebar-item-dateline: ಚಾಮರಾಜನಗರ:: [1241, 706, 1327, 725]
- sidebar: [1207, 95, 1523, 1851]
- story4-photo: [275, 1376, 812, 1576]
- story5-para: ಹೆಚ್ಚಿನ ಮಾಹಿತಿಗೆ ಮೊ.ನಂ: 9945615695, 9880211027, 9916466659, 9844242672, 9809684102 ಅನ್ನು ಸಂಪರ್ಕಿಸುವಂತೆ ಯುವ ಸಬಲೀಕರಣ ಮತ್ತು ಕ್ರೀಡಾ ಇಲಾಖೆಯ ಸಹಾಯಕ ನಿರ್ದೇಶಕರು ಪ್ರಕಟಣೆಯಲ್ಲಿ ತಿಳಿಸಿದ್ದಾರೆ.: [833, 1639, 1198, 1718]
- story2-dateline: ತಿ.ನರಸೀಪುರ:: [31, 672, 100, 690]
- sidebar-item-body: [1219, 706, 1515, 1176]
- story3-para: ಗ್ರಾಮ ಮಟ್ಟದಲ್ಲಿ ಜಾಗೃತಿ ಶಿಬಿರಗಳನ್ನು ಆಯೋಜಿಸಿ ಅರ್ಜಿ ಸಲ್ಲಿಸುವ ವಿಧಾನ ಕುರಿತು ಮಾಹಿತಿ ನೀಡಬೇಕು. ತಾಂತ್ರಿಕ ಸಮಸ್ಯೆಗಳಿಂದ ಬಾಕಿ ಉಳಿದಿರುವ ಪ್ರಕರಣಗಳನ್ನು ಶೀಘ್ರವಾಗಿ ಇತ್ಯರ್ಥಪಡಿಸಬೇಕು ಎಂದು ತಿಳಿಸಿದರು.: [664, 881, 833, 1041]
- brand-logo: [1224, 6, 1458, 55]
- sidebar-divider: [1215, 1511, 1518, 1513]
- sidebar-divider: [1215, 1193, 1518, 1194]
- story2-body: [8, 672, 461, 1084]
- story2-photo: [8, 1089, 461, 1309]
- story7-photo: [997, 1918, 1520, 2091]
- story6-para: ಹಿಂದುಳಿದ ವರ್ಗಗಳ ನೇತಾರರಾದ ಡಿ. ದೇವರಾಜ ಅರಸು ಅವರು ಮುಖ್ಯಮಂತ್ರಿಯಾಗಿದ್ದ ಅವಧಿಯಲ್ಲಿ ಹಲವಾರು ಜನಪರ ಯೋಜನೆಗಳನ್ನು ಜಾರಿಗೊಳಿಸುವ ಮೂಲಕ ರಾಜ್ಯದ ಅಭಿವೃದ್ಧಿಗೆ ಅಡಿಪಾಯ ಹಾಕಿದರು ಎಂದು ಶಾಸಕರು ಅಭಿಪ್ರಾಯಪಟ್ಟರು.: [8, 2012, 240, 2131]
- story2-headline: ಭೈರಾಪುರ ಗ್ರಾಮದ ಅಭಯ ಆಂಜನೇಯ ಸ್ವಾಮಿ ದೃಷ್ಟಿ ಪೂಜೆ: [8, 559, 371, 638]
- story6-para: ಹಿಂದುಳಿದ ವರ್ಗಗಳ ವಿದ್ಯಾರ್ಥಿ ನಿಲಯಗಳ ವಿದ್ಯಾರ್ಥಿಗಳಿಗೆ ಪ್ರತಿಭಾ ಪುರಸ್ಕಾರ ನೀಡಿ ಗೌರವಿಸಲಾಯಿತು. ಜಿಲ್ಲಾ ಪಂಚಾಯತ್ ಅಧಿಕಾರಿಗಳು, ಸಮುದಾಯದ ಮುಖಂಡರು ಹಾಗೂ ಸಾರ್ವಜನಿಕರು ಭಾಗವಹಿಸಿದ್ದರು.: [744, 2096, 976, 2195]
- story6-para: ಭೂ ಸುಧಾರಣೆ ಕಾಯ್ದೆ ಜಾರಿಗೆ ತಂದು ಉಳುವವನಿಗೆ ಭೂಮಿಯ ಒಡೆತನ ನೀಡಿದ ಕೀರ್ತಿ ಅರಸು ಅವರಿಗೆ ಸಲ್ಲುತ್ತದೆ. ಹಾವನೂರು ಆಯೋಗ ರಚಿಸಿ ಹಿಂದುಳಿದ ವರ್ಗಗಳಿಗೆ ಮೀಸಲಾತಿ ಕಲ್ಪಿಸಿದರು. 1915ರಲ್ಲಿ ಜನಿಸಿದ ಅವರು ಸರಳ ಜೀವನ ನಡೆಸಿ ಉದಾತ್ತ ಚಿಂತನೆಗಳನ್ನು ಹೊಂದಿದ್ದರು.: [253, 2056, 485, 2195]
- story1-para: ಜಿಲ್ಲಾಡಳಿತ, ಜಿಲ್ಲಾ ಪಂಚಾಯತ್, ಹಿಂದುಳಿದ ವರ್ಗಗಳ ಕಲ್ಯಾಣ ಇಲಾಖೆ ಹಾಗೂ ನಗರಸಭೆ ವತಿಯಿಂದ ನಗರದ ಡಾ. ಬಿ.ಆರ್. ಅಂಬೇಡ್ಕರ್ ಭವನದಲ್ಲಿ ಆಯೋಜಿಸಲಾಗಿದ್ದ ಡಿ. ದೇವರಾಜ ಅರಸು ಅವರ 110ನೇ ಜನ್ಮದಿನಾಚರಣೆ ಕಾರ್ಯಕ್ರಮವನ್ನು ಜ್ಯೋತಿ ಬೆಳಗಿಸುವ ಮೂಲಕ ಉದ್ಘಾಟಿಸಿ ಮಾತನಾಡಿದರು.: [8, 247, 299, 366]
